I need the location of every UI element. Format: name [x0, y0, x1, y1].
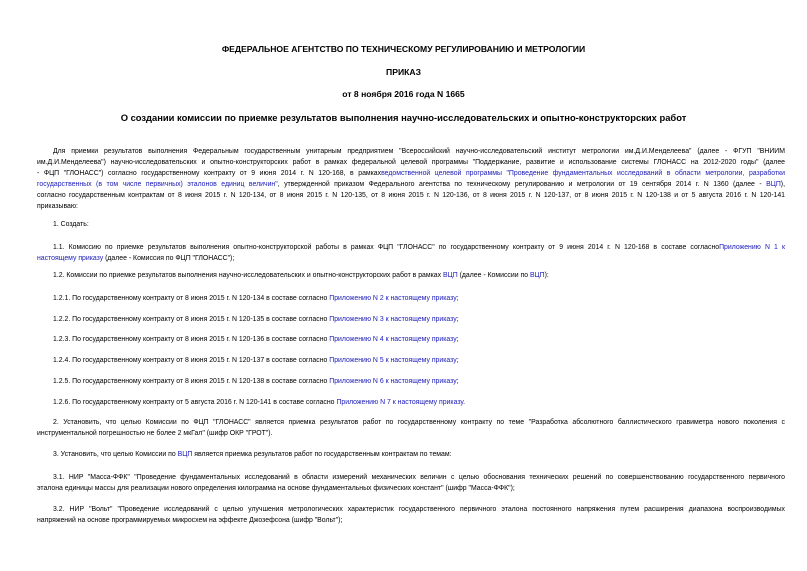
- item-1-2-6: [37, 397, 785, 408]
- item-text: 1.2.6. По государственному контракту от 5 августа 2016 г. N 120-141 в составе согласно: [53, 399, 335, 406]
- item-2-line-1: 2. Установить, что целью Комиссии по ФЦП "ГЛОНАСС" является приемка результатов работ по государственному контракту по теме "Разработка абсолютного баллистического гравиметра нового поколения с: [53, 419, 785, 426]
- preamble-line-3: [37, 168, 785, 179]
- vcp-link[interactable]: ВЦП: [177, 451, 193, 458]
- order-subject: О создании комиссии по приемке результатов выполнения научно-исследовательских и опытно-конструкторских работ: [120, 112, 687, 123]
- item-text: (далее - Комиссия по ФЦП "ГЛОНАСС");: [103, 255, 235, 262]
- order-date-number: от 8 ноября 2016 года N 1665: [342, 89, 465, 99]
- appendix-2-link[interactable]: Приложению N 2 к настоящему приказу: [329, 295, 457, 302]
- preamble-line-6: приказываю:: [37, 203, 78, 210]
- appendix-4-link[interactable]: Приложению N 4 к настоящему приказу: [329, 336, 457, 343]
- item-3-1: [37, 472, 785, 494]
- item-text: 1.1. Комиссию по приемке результатов выполнения опытно-конструкторской работы в рамках ФЦП "ГЛОНАСС" по государственному контракту от 9 июня 2014 г. N 120-168 в составе согласно: [53, 244, 720, 251]
- appendix-6-link[interactable]: Приложению N 6 к настоящему приказу: [329, 378, 457, 385]
- preamble-text: , утвержденной приказом Федерального агентства по техническому регулированию и метрологии от 19 сентября 2014 г. N 1360 (далее -: [277, 181, 762, 188]
- item-text: ;: [456, 336, 459, 343]
- order-title: ПРИКАЗ: [386, 67, 421, 77]
- preamble-line-2: им.Д.И.Менделеева") научно-исследовательских и опытно-конструкторских работ в рамках федеральной целевой программы "Поддержание, развитие и использование системы ГЛОНАСС на 2012-2020 годы" (далее: [37, 159, 785, 166]
- item-text: ;: [456, 316, 459, 323]
- item-text: 1.2.2. По государственному контракту от 8 июня 2015 г. N 120-135 в составе согласно: [53, 316, 328, 323]
- item-1-2-5: [37, 376, 785, 387]
- vcp-link[interactable]: ВЦП: [529, 272, 545, 279]
- preamble-line-4: [37, 179, 785, 190]
- preamble-line-5: согласно государственным контрактам от 8 июня 2015 г. N 120-134, от 8 июня 2015 г. N 120-135, от 8 июня 2015 г. N 120-136, от 8 июня 2015 г. N 120-137, от 8 июня 2015 г. N 120-138 и от 5 августа 2016 г. N 120-141: [37, 192, 785, 199]
- vcp-link[interactable]: ВЦП: [443, 272, 458, 279]
- preamble-text: - ФЦП "ГЛОНАСС") согласно государственному контракту от 9 июня 2014 г. N 120-168, в рамках: [37, 170, 382, 177]
- appendix-1-link-cont[interactable]: настоящему приказу: [37, 255, 104, 262]
- appendix-5-link[interactable]: Приложению N 5 к настоящему приказу: [329, 357, 457, 364]
- preamble-text: ),: [780, 181, 785, 188]
- item-1-2-4: [37, 355, 785, 366]
- item-3-1-line-2: эталона единицы массы для реализации нового определения килограмма на основе фундаментальных физических констант" (шифр "Масса-ФФК");: [37, 485, 515, 492]
- item-1-1-line-1: [37, 242, 785, 253]
- item-1-2-2: [37, 314, 785, 325]
- item-text: ):: [544, 272, 549, 279]
- item-2-line-2: инструментальной погрешностью не более 2 мкГал" (шифр ОКР "ГРОТ").: [37, 430, 273, 437]
- item-1-2: [37, 270, 785, 281]
- item-3-2: [37, 504, 785, 526]
- item-2: [37, 417, 785, 439]
- item-1-1-line-2: [37, 253, 785, 264]
- item-1-1: [37, 242, 785, 264]
- vcp-program-link-cont[interactable]: государственных (в том числе первичных) эталонов единиц величин": [37, 181, 278, 188]
- preamble-line-1: Для приемки результатов выполнения Федеральным государственным унитарным предприятием "Всероссийский научно-исследовательский институт метрологии им.Д.И.Менделеева" (далее - ФГУП "ВНИИМ: [53, 148, 785, 155]
- item-text: 1.2.4. По государственному контракту от 8 июня 2015 г. N 120-137 в составе согласно: [53, 357, 328, 364]
- preamble-paragraph: [37, 146, 785, 212]
- vcp-program-link[interactable]: ведомственной целевой программы "Проведение фундаментальных исследований в области метрологии, разработки: [381, 170, 785, 177]
- agency-heading: ФЕДЕРАЛЬНОЕ АГЕНТСТВО ПО ТЕХНИЧЕСКОМУ РЕГУЛИРОВАНИЮ И МЕТРОЛОГИИ: [221, 44, 586, 54]
- item-text: 1.2.5. По государственному контракту от 8 июня 2015 г. N 120-138 в составе согласно: [53, 378, 328, 385]
- appendix-7-link[interactable]: Приложению N 7 к настоящему приказу: [336, 399, 464, 406]
- item-1-2-3: [37, 334, 785, 345]
- appendix-1-link[interactable]: Приложению N 1 к: [719, 244, 785, 251]
- item-text: ;: [456, 357, 459, 364]
- appendix-3-link[interactable]: Приложению N 3 к настоящему приказу: [329, 316, 457, 323]
- item-3-2-line-1: 3.2. НИР "Вольт" "Проведение исследований с целью улучшения метрологических характеристик государственного первичного эталона постоянного напряжения путем расширения диапазона воспроизводимых: [53, 506, 785, 513]
- item-text: ;: [456, 295, 459, 302]
- item-text: (далее - Комиссии по: [457, 272, 529, 279]
- item-3-1-line-1: 3.1. НИР "Масса-ФФК" "Проведение фундаментальных исследований в области измерений механических величин с целью обоснования технических решений по совершенствованию государственного первичного: [53, 474, 785, 481]
- item-1: 1. Создать:: [53, 221, 89, 228]
- item-text: 1.2. Комиссии по приемке результатов выполнения научно-исследовательских и опытно-конструкторских работ в рамках: [53, 272, 442, 279]
- item-1-2-1: [37, 293, 785, 304]
- item-text: 3. Установить, что целью Комиссии по: [53, 451, 176, 458]
- item-3: [37, 449, 785, 460]
- item-text: 1.2.3. По государственному контракту от 8 июня 2015 г. N 120-136 в составе согласно: [53, 336, 328, 343]
- vcp-link[interactable]: ВЦП: [766, 181, 781, 188]
- item-3-2-line-2: напряжений на основе программируемых микросхем на эффекте Джозефсона (шифр "Вольт");: [37, 517, 343, 524]
- item-text: является приемка результатов работ по государственным контрактам по темам:: [192, 451, 452, 458]
- item-text: .: [463, 399, 466, 406]
- item-text: 1.2.1. По государственному контракту от 8 июня 2015 г. N 120-134 в составе согласно: [53, 295, 328, 302]
- item-text: ;: [456, 378, 459, 385]
